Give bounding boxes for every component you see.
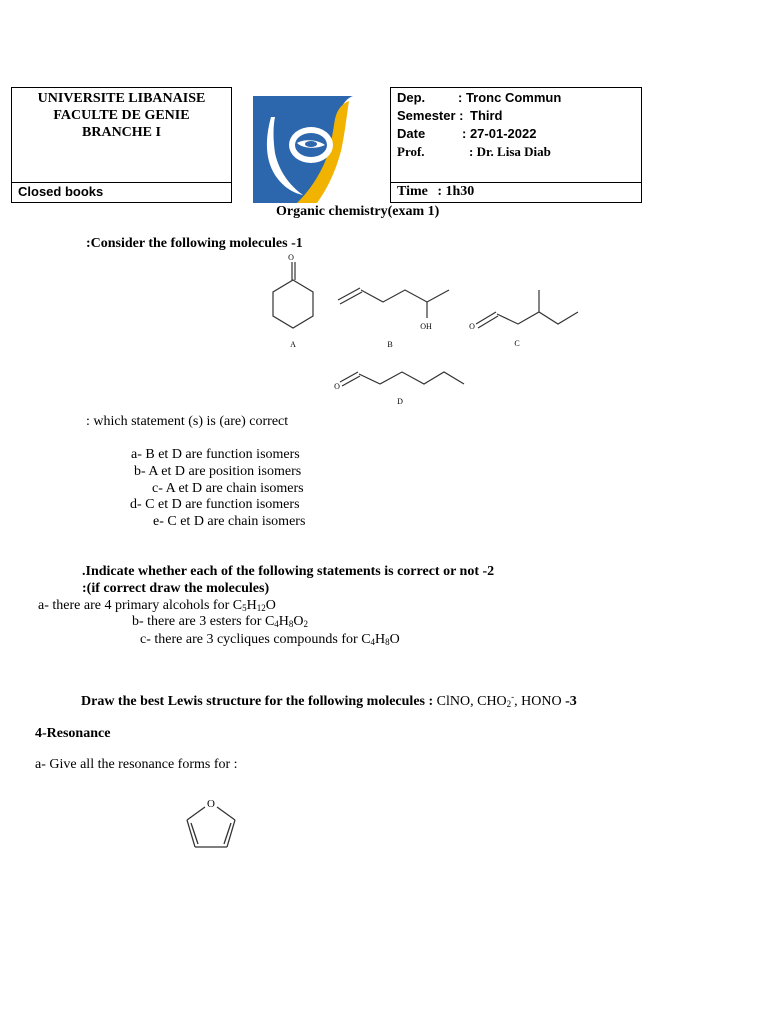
q1-option-a: a- B et D are function isomers [131, 447, 300, 462]
q3-sub: 2 [506, 699, 512, 709]
molecule-label-d: D [397, 397, 403, 406]
q1-prompt: : which statement (s) is (are) correct [86, 414, 289, 429]
q1-heading: :Consider the following molecules -1 [86, 236, 303, 251]
q3-line [81, 691, 577, 710]
university-line-3: BRANCHE I [82, 125, 161, 140]
dep-label: Dep. [397, 90, 426, 105]
q3-prefix: Draw the best Lewis structure for the following molecules : [81, 694, 437, 709]
exam-header [11, 87, 642, 203]
molecule-d-oxygen: O [334, 382, 340, 391]
q3-sup: - [511, 691, 515, 702]
q2-b-text: b- there are 3 esters for [132, 614, 265, 629]
semester-label: Semester : [397, 108, 464, 123]
q3-molecules-2: , HONO [514, 694, 566, 709]
q2-statement-a [38, 598, 276, 614]
furan-oxygen: O [207, 798, 215, 810]
university-block [11, 87, 232, 183]
closed-books-label: Closed books [18, 184, 104, 199]
time-label: Time [397, 184, 428, 199]
q4-heading: 4-Resonance [35, 726, 111, 741]
semester-value: Third [470, 108, 503, 123]
prof-label: Prof. [397, 144, 425, 159]
prof-row [397, 143, 641, 161]
molecule-b-hydroxyl: OH [420, 322, 432, 331]
q1-molecules-figure [240, 250, 600, 410]
formula-c4h8o2: $C_4H_8O_2$ [264, 614, 309, 629]
q4-a-text: a- Give all the resonance forms for : [35, 757, 238, 772]
university-logo [231, 87, 391, 203]
q3-number: -3 [565, 694, 577, 709]
molecule-label-c: C [514, 339, 520, 348]
q2-statement-b [132, 614, 308, 630]
closed-books-cell [11, 182, 232, 203]
semester-row [397, 107, 641, 125]
q2-heading-line-2: :(if correct draw the molecules) [82, 581, 270, 596]
dep-value: : Tronc Commun [458, 90, 562, 105]
q1-option-d: d- C et D are function isomers [130, 497, 300, 512]
molecule-a [273, 262, 313, 328]
q1-option-c: c- A et D are chain isomers [152, 481, 304, 496]
date-label: Date [397, 126, 426, 141]
molecule-d [340, 372, 464, 386]
q2-heading-line-1: .Indicate whether each of the following statements is correct or not -2 [82, 564, 495, 579]
date-row [397, 125, 641, 143]
prof-value: : Dr. Lisa Diab [469, 144, 551, 159]
date-value: : 27-01-2022 [462, 126, 537, 141]
molecule-b [338, 288, 449, 318]
q2-statement-c [140, 632, 400, 648]
molecule-label-b: B [387, 340, 393, 349]
exam-title: Organic chemistry(exam 1) [276, 204, 440, 219]
molecule-c [476, 290, 578, 328]
dep-row [397, 89, 641, 107]
formula-c5h12o: $C_5H_{12}O$ [232, 598, 276, 613]
q1-option-b: b- A et D are position isomers [134, 464, 302, 479]
university-line-1: UNIVERSITE LIBANAISE [37, 91, 206, 106]
time-cell [390, 182, 642, 203]
q2-a-text: a- there are 4 primary alcohols for [38, 598, 233, 613]
furan-structure [176, 794, 246, 858]
q2-c-text: c- there are 3 cycliques compounds for [140, 632, 362, 647]
molecule-c-oxygen: O [469, 322, 475, 331]
molecule-label-a: A [290, 340, 296, 349]
time-value: : 1h30 [437, 184, 475, 199]
course-info-block [390, 87, 642, 183]
logo-icon [231, 87, 391, 203]
university-line-2: FACULTE DE GENIE [53, 108, 190, 123]
q3-molecules-1: ClNO, CHO [436, 694, 507, 709]
q1-option-e: e- C et D are chain isomers [153, 514, 306, 529]
formula-c4h8o: $C_4H_8O$ [361, 632, 400, 647]
molecule-a-oxygen: O [288, 253, 294, 262]
